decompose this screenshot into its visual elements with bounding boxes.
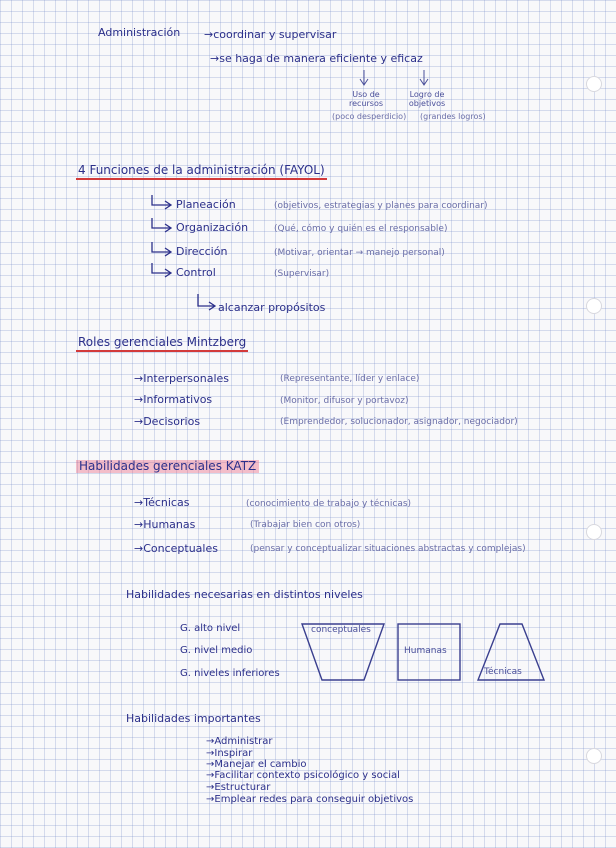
katz-item-1-label: →Técnicas (134, 496, 190, 509)
importantes-item: →Facilitar contexto psicológico y social (206, 770, 400, 781)
arrow-eficaz (420, 70, 428, 85)
shape-conceptuales-label: conceptuales (311, 625, 371, 635)
importantes-item: →Emplear redes para conseguir objetivos (206, 794, 414, 805)
hook-arrow-2 (152, 218, 171, 232)
fayol-item-2-desc: (Qué, cómo y quién es el responsable) (274, 224, 448, 234)
fayol-item-4-desc: (Supervisar) (274, 269, 330, 279)
fayol-item-2-label: Organización (176, 221, 249, 234)
niveles-title: Habilidades necesarias en distintos niveles (126, 588, 363, 601)
hook-arrow-1 (152, 195, 171, 209)
importantes-item: →Administrar (206, 736, 273, 747)
eficaz-label: Logro de objetivos (408, 90, 446, 108)
fayol-result: alcanzar propósitos (218, 301, 326, 314)
importantes-item: →Inspirar (206, 748, 253, 759)
hook-arrow-3 (152, 242, 171, 256)
katz-item-3-label: →Conceptuales (134, 542, 218, 555)
importantes-title: Habilidades importantes (126, 712, 261, 725)
shape-humanas-label: Humanas (404, 646, 447, 656)
shape-tecnicas-label: Técnicas (484, 667, 522, 677)
intro-point-1: →coordinar y supervisar (204, 28, 337, 41)
intro-point-2: →se haga de manera eficiente y eficaz (210, 52, 423, 65)
eficaz-note: (grandes logros) (420, 112, 486, 121)
mintzberg-item-2-desc: (Monitor, difusor y portavoz) (280, 396, 409, 406)
fayol-item-3-desc: (Motivar, orientar → manejo personal) (274, 248, 445, 258)
hook-arrow-result (198, 294, 215, 310)
mintzberg-item-3-desc: (Emprendedor, solucionador, asignador, negociador) (280, 417, 518, 427)
hook-arrow-4 (152, 263, 171, 277)
level-alto: G. alto nivel (180, 623, 241, 634)
katz-item-1-desc: (conocimiento de trabajo y técnicas) (246, 499, 412, 509)
eficiente-note: (poco desperdicio) (332, 112, 407, 121)
fayol-title: 4 Funciones de la administración (FAYOL) (76, 164, 327, 180)
arrow-eficiente (360, 70, 368, 85)
fayol-item-1-label: Planeación (176, 198, 236, 211)
fayol-item-3-label: Dirección (176, 245, 228, 258)
level-medio: G. nivel medio (180, 645, 253, 656)
mintzberg-item-3-label: →Decisorios (134, 415, 201, 428)
eficiente-label: Uso de recursos (348, 90, 384, 108)
level-inferiores: G. niveles inferiores (180, 668, 280, 679)
katz-item-3-desc: (pensar y conceptualizar situaciones abstractas y complejas) (250, 544, 526, 554)
katz-title: Habilidades gerenciales KATZ (76, 460, 259, 473)
mintzberg-title: Roles gerenciales Mintzberg (76, 336, 248, 352)
fayol-item-4-label: Control (176, 266, 216, 279)
katz-item-2-desc: (Trabajar bien con otros) (250, 520, 361, 530)
mintzberg-item-1-label: →Interpersonales (134, 372, 230, 385)
importantes-item: →Estructurar (206, 782, 271, 793)
mintzberg-item-2-label: →Informativos (134, 393, 213, 406)
intro-subject: Administración (98, 26, 181, 39)
fayol-item-1-desc: (objetivos, estrategias y planes para coordinar) (274, 201, 488, 211)
katz-item-2-label: →Humanas (134, 518, 196, 531)
importantes-item: →Manejar el cambio (206, 759, 307, 770)
mintzberg-item-1-desc: (Representante, líder y enlace) (280, 374, 420, 384)
